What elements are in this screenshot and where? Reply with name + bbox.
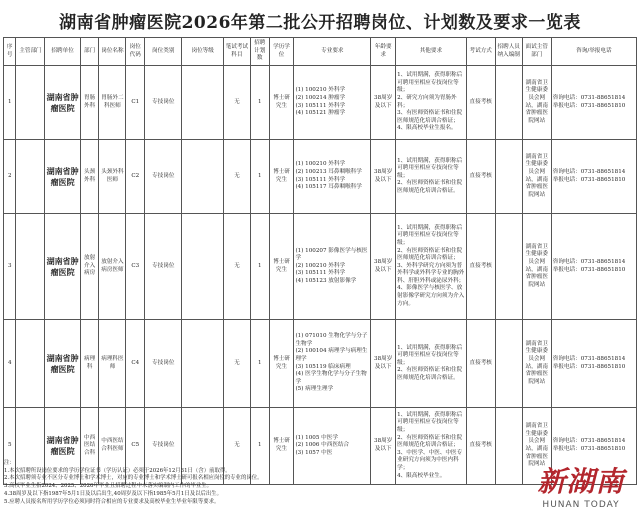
cell-incl: [495, 214, 522, 320]
cell-age: 38周岁及以下: [371, 214, 396, 320]
cell-edu: 博士研究生: [269, 320, 294, 408]
header-post: 岗位名称: [99, 38, 126, 66]
cell-other: [396, 320, 467, 408]
header-code: 岗位代码: [126, 38, 145, 66]
cell-edu: 博士研究生: [269, 214, 294, 320]
cell-line: (2) 100213 耳鼻咽喉科学: [295, 168, 362, 175]
cell-no: 4: [4, 320, 16, 408]
cell-post: 头颈外科医师: [99, 140, 126, 214]
header-type: 岗位类别: [145, 38, 182, 66]
cell-contact: [551, 66, 636, 140]
cell-no: 2: [4, 140, 16, 214]
cell-other: [396, 140, 467, 214]
header-contact: 咨询/举报电话: [551, 38, 636, 66]
cell-level: [182, 66, 224, 140]
cell-type: 专技岗位: [145, 320, 182, 408]
cell-line: (2) 100104 病理学与病理生理学: [295, 348, 368, 362]
cell-level: [182, 320, 224, 408]
cell-line: (2) 100210 外科学: [295, 262, 346, 269]
cell-line: 1、试用期满，获得职称后可聘用至相应专技岗位等级；: [397, 411, 463, 434]
cell-post: 胃肠外二科医师: [99, 66, 126, 140]
cell-line: (3) 105111 外科学: [295, 176, 346, 183]
note-line: 5.应聘人员报名所用学历学位必须同时符合相应的专业要求及高校毕业生毕业年限等要求。: [4, 498, 220, 505]
note-line: 4.38周岁及以下指1987年5月1日及以后出生,40周岁及以下指1985年5月1日及以后出生。: [4, 490, 223, 497]
header-other: 其他要求: [396, 38, 467, 66]
cell-type: 专技岗位: [145, 140, 182, 214]
cell-dept2: 湖南省卫生健康委员会网站，湖南省肿瘤医院网站: [522, 214, 551, 320]
cell-unit: 湖南省肿瘤医院: [45, 140, 80, 214]
cell-post: 放射介入病房医师: [99, 214, 126, 320]
cell-contact: [551, 214, 636, 320]
table-row: [4, 214, 637, 320]
cell-line: 2、有医师资格证书和住院医师规范化培训合格证。: [397, 180, 463, 194]
table-row: [4, 140, 637, 214]
cell-line: (2) 100214 肿瘤学: [295, 94, 346, 101]
cell-line: 举报电话：0731-88651810: [552, 102, 626, 109]
cell-line: 4、限高校毕业生报名。: [397, 125, 457, 132]
cell-other: [396, 66, 467, 140]
cell-post: 中西医结合科医师: [99, 408, 126, 485]
cell-type: 专技岗位: [145, 66, 182, 140]
cell-code: C5: [126, 408, 145, 485]
cell-method: 直接考核: [466, 140, 495, 214]
cell-unit: 湖南省肿瘤医院: [45, 214, 80, 320]
cell-line: (4) 医学生物化学与分子生物学: [295, 371, 367, 385]
hunan-today-logo: [526, 466, 636, 522]
logo-subtitle: HUNAN TODAY: [542, 500, 620, 510]
cell-other: [396, 214, 467, 320]
note-line: 注：: [4, 460, 15, 466]
cell-incl: [495, 320, 522, 408]
cell-line: (3) 105119 临床病理: [295, 363, 351, 370]
cell-line: 1、试用期满，获得职称后可聘用至相应专技岗位等级；: [397, 157, 463, 179]
cell-section: 中西医结合科: [80, 408, 99, 485]
cell-major: [294, 214, 371, 320]
cell-unit: 湖南省肿瘤医院: [45, 66, 80, 140]
cell-line: 2、有医师资格证书和住院医师规范化培训合格证。: [397, 367, 463, 381]
cell-edu: 博士研究生: [269, 66, 294, 140]
cell-code: C3: [126, 214, 145, 320]
cell-level: [182, 140, 224, 214]
cell-plan: 1: [250, 214, 269, 320]
cell-plan: 1: [250, 320, 269, 408]
cell-contact: [551, 320, 636, 408]
cell-plan: 1: [250, 140, 269, 214]
header-major: 专业要求: [294, 38, 371, 66]
cell-plan: 1: [250, 66, 269, 140]
cell-line: 3、中医学、中医、中医专业研究方向须为中医内科学；: [397, 449, 463, 471]
cell-line: 4、影像医学与核医学、放射影像学研究方向须为介入方向。: [397, 285, 465, 307]
cell-plan: 1: [250, 408, 269, 485]
cell-line: 2、有医师资格证书和住院医师规范化培训合格证；: [397, 247, 463, 262]
cell-line: (4) 105121 肿瘤学: [295, 110, 346, 117]
cell-dept: [16, 320, 45, 408]
page-title: 湖南省肿瘤医院2026年第二批公开招聘岗位、计划数及要求一览表: [59, 13, 581, 33]
cell-line: (3) 105111 外科学: [295, 270, 346, 277]
header-unit: 招聘单位: [45, 38, 80, 66]
cell-no: 5: [4, 408, 16, 485]
cell-method: 直接考核: [466, 320, 495, 408]
table-row: [4, 320, 637, 408]
cell-age: 38周岁及以下: [371, 66, 396, 140]
cell-section: 胃肠外科: [80, 66, 99, 140]
cell-line: (1) 100207 影像医学与核医学: [295, 247, 368, 262]
cell-line: 4、限高校毕业生。: [397, 472, 446, 479]
cell-line: 1、试用期满，获得职称后可聘用至相应专技岗位等级；: [397, 344, 463, 366]
header-incl: 招聘人员纳入编制: [495, 38, 522, 66]
cell-line: (1) 100210 外科学: [295, 87, 346, 94]
cell-line: 咨询电话：0731-88651814: [552, 258, 626, 265]
cell-type: 专技岗位: [145, 214, 182, 320]
cell-exam: 无: [223, 66, 250, 140]
note-line: 2.本次招聘须专业不区分专业博士和学术博士，对应的专业博士和学术博士研可报名相应岗位的专业的岗位。: [4, 475, 263, 482]
cell-method: 直接考核: [466, 214, 495, 320]
cell-section: 头颈外科: [80, 140, 99, 214]
cell-line: (4) 105117 耳鼻咽喉科学: [295, 184, 362, 191]
cell-line: 举报电话：0731-88651810: [552, 176, 626, 183]
header-exam: 笔试考试科目: [223, 38, 250, 66]
cell-line: 咨询电话：0731-88651814: [552, 355, 626, 362]
cell-incl: [495, 140, 522, 214]
cell-dept2: 湖南省卫生健康委员会网站，湖南省肿瘤医院网站: [522, 66, 551, 140]
cell-section: 放射介入病房: [80, 214, 99, 320]
cell-line: 咨询电话：0731-88651814: [552, 94, 626, 101]
cell-line: (4) 105123 放射影像学: [295, 277, 357, 284]
cell-line: 3、有医师资格证书和住院医师规范化培训合格证；: [397, 110, 463, 124]
cell-dept: [16, 66, 45, 140]
cell-unit: 湖南省肿瘤医院: [45, 320, 80, 408]
header-level: 岗位等级: [182, 38, 224, 66]
cell-age: 38周岁及以下: [371, 320, 396, 408]
cell-dept2: 湖南省卫生健康委员会网站，湖南省肿瘤医院网站: [522, 140, 551, 214]
header-section: 部门: [80, 38, 99, 66]
cell-level: [182, 214, 224, 320]
cell-exam: 无: [223, 140, 250, 214]
cell-code: C1: [126, 66, 145, 140]
cell-exam: 无: [223, 408, 250, 485]
cell-line: 1、试用期满，获得职称后可聘用至相应专技岗位等级；: [397, 224, 463, 246]
cell-line: 3、外科学研究方向须为普外科学或外科学专业的胸外科、肝胆外科或泌尿外科；: [397, 262, 465, 284]
cell-line: (3) 105111 外科学: [295, 102, 346, 109]
cell-edu: 博士研究生: [269, 140, 294, 214]
cell-dept: [16, 214, 45, 320]
cell-no: 3: [4, 214, 16, 320]
header-age: 年龄要求: [371, 38, 396, 66]
cell-exam: 无: [223, 320, 250, 408]
cell-major: [294, 140, 371, 214]
header-dept: 主管部门: [16, 38, 45, 66]
cell-line: 2、研究方向须为胃肠外科；: [397, 94, 457, 109]
note-line: 1.本次招聘所设岗位要求的学历学位证书（学历认证）必须于2026年12月31日（含）前取得。: [4, 467, 231, 474]
cell-line: (2) 1006 中西医结合: [295, 442, 350, 449]
cell-major: [294, 66, 371, 140]
cell-line: (1) 1005 中医学: [295, 434, 338, 441]
cell-line: 1、试用期满，获得职称后可聘用至相应专技岗位等级；: [397, 72, 463, 94]
cell-major: [294, 320, 371, 408]
cell-no: 1: [4, 66, 16, 140]
table-row: [4, 66, 637, 140]
table-header-row: [4, 38, 637, 66]
cell-unit: 湖南省肿瘤医院: [45, 408, 80, 485]
note-line: 3.高校毕业生指2024、2025、2026年毕业且招聘过程中未落实编制内工作的毕业生。: [4, 483, 213, 490]
cell-exam: 无: [223, 214, 250, 320]
cell-incl: [495, 66, 522, 140]
header-no: 序号: [4, 38, 16, 66]
cell-dept: [16, 140, 45, 214]
cell-method: 直接考核: [466, 66, 495, 140]
cell-line: (5) 病理生理学: [295, 386, 334, 393]
cell-contact: [551, 140, 636, 214]
cell-post: 病理科医师: [99, 320, 126, 408]
logo-wordmark: 新湖南: [537, 465, 625, 498]
cell-age: 38周岁及以下: [371, 408, 396, 485]
header-plan: 招聘计划数: [250, 38, 269, 66]
cell-line: 咨询电话：0731-88651814: [552, 168, 626, 175]
cell-edu: 博士研究生: [269, 408, 294, 485]
header-dept2: 面试主管部门: [522, 38, 551, 66]
cell-line: (1) 071010 生物化学与分子生物学: [295, 333, 368, 347]
recruitment-table: [3, 37, 637, 485]
cell-code: C2: [126, 140, 145, 214]
cell-line: 举报电话：0731-88651810: [552, 446, 626, 452]
notes-section: [4, 460, 524, 506]
header-method: 考试方式: [466, 38, 495, 66]
cell-dept2: 湖南省卫生健康委员会网站，湖南省肿瘤医院网站: [522, 408, 551, 485]
cell-age: 38周岁及以下: [371, 140, 396, 214]
cell-line: 举报电话：0731-88651810: [552, 266, 626, 273]
cell-line: 咨询电话：0731-88651814: [552, 438, 626, 445]
cell-dept2: 湖南省卫生健康委员会网站，湖南省肿瘤医院网站: [522, 320, 551, 408]
cell-line: 2、有医师资格证书和住院医师规范化培训合格证；: [397, 434, 463, 449]
cell-line: (3) 1057 中医: [295, 449, 333, 456]
header-edu: 学历学位: [269, 38, 294, 66]
cell-type: 专技岗位: [145, 408, 182, 485]
cell-section: 病理科: [80, 320, 99, 408]
cell-line: (1) 100210 外科学: [295, 161, 346, 168]
cell-method: 直接考核: [466, 408, 495, 485]
cell-line: 举报电话：0731-88651810: [552, 363, 626, 370]
cell-code: C4: [126, 320, 145, 408]
